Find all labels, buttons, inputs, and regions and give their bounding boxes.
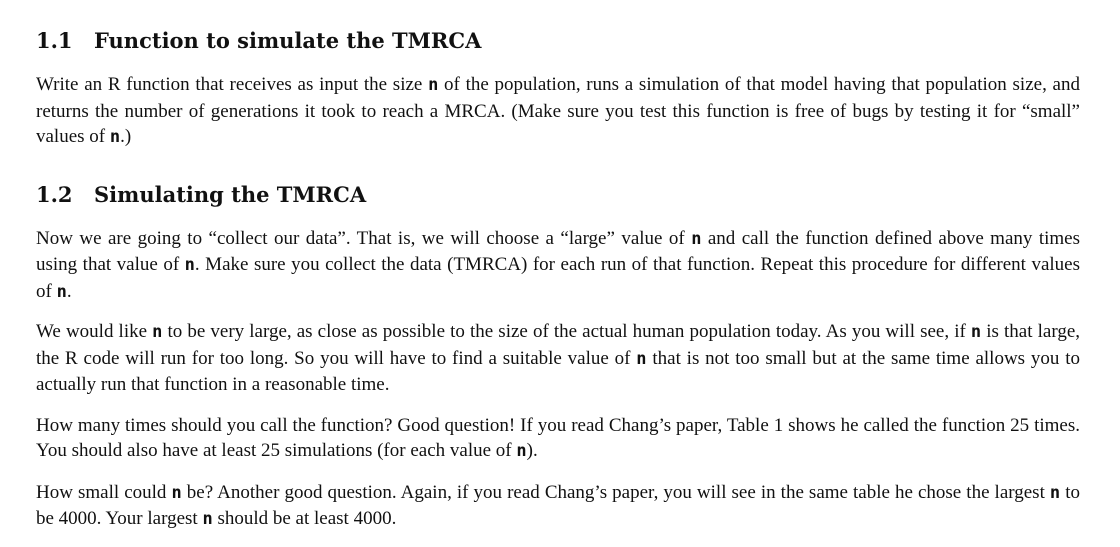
text-run: . (66, 280, 72, 302)
text-run: .) (120, 126, 132, 147)
text-run: of the population, runs a simulation of that model having that population size, and returns the number of generations it took to reach a MRCA. (Make sure you test this function is free of bugs by testing it for “small” values of (36, 74, 1080, 147)
section-title: Simulating the TMRCA (94, 181, 367, 207)
inline-code: n (109, 127, 121, 147)
inline-code: n (184, 255, 195, 275)
text-run: that is not too small but at the same time allows you to actually run that function in a reasonable time. (36, 347, 1080, 395)
section-heading (36, 26, 1080, 56)
text-run: ). (526, 440, 538, 461)
inline-code: n (636, 348, 647, 369)
inline-code: n (56, 281, 67, 302)
inline-code: n (152, 322, 163, 342)
text-run: is that large, the R code will run for too long. So you will have to find a suitable value of (36, 321, 1080, 369)
inline-code: n (691, 228, 702, 249)
paragraph (36, 72, 1080, 151)
text-run: to be 4000. Your largest (36, 481, 1080, 529)
section-title: Function to simulate the TMRCA (94, 28, 482, 53)
paragraph (36, 413, 1080, 465)
section-number: 1.2 (36, 181, 73, 207)
text-run: and call the function defined above many times using that value of (36, 227, 1080, 275)
inline-code: n (516, 441, 527, 461)
inline-code: n (970, 322, 982, 342)
inline-code: n (1049, 482, 1061, 503)
text-run: How small could (36, 481, 172, 503)
text-run: should be at least 4000. (212, 508, 397, 529)
inline-code: n (202, 509, 213, 529)
text-run: . Make sure you collect the data (TMRCA) for each run of that function. Repeat this procedure for different values of (36, 254, 1080, 302)
text-run: to be very large, as close as possible to the size of the actual human population today. As you will see, if (162, 321, 971, 342)
paragraph (36, 226, 1080, 306)
paragraph (36, 480, 1080, 533)
document-page (36, 26, 1080, 533)
section-number: 1.1 (36, 28, 73, 53)
text-run: Write an R function that receives as input the size (36, 74, 429, 95)
paragraph (36, 319, 1080, 398)
text-run: Now we are going to “collect our data”. That is, we will choose a “large” value of (36, 227, 692, 249)
inline-code: n (428, 75, 439, 95)
text-run: be? Another good question. Again, if you read Chang’s paper, you will see in the same table he chose the largest (181, 481, 1050, 503)
section-heading (36, 180, 1080, 210)
text-run: We would like (36, 321, 153, 342)
text-run: How many times should you call the function? Good question! If you read Chang’s paper, Table 1 shows he called the function 25 times. You should also have at least 25 simulations (for each value of (36, 414, 1080, 461)
inline-code: n (171, 482, 182, 503)
